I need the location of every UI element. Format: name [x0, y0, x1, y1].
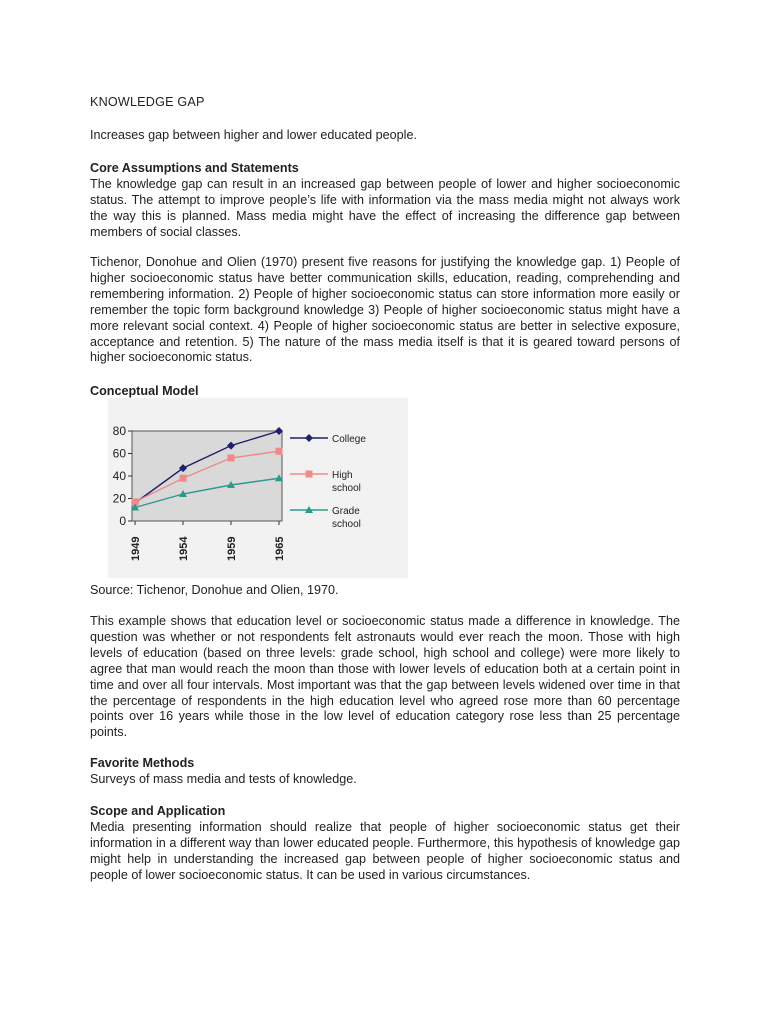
y-tick-label: 40: [112, 469, 126, 483]
data-point: [276, 448, 283, 455]
section-heading-model: Conceptual Model: [90, 384, 199, 398]
legend-label: school: [332, 519, 361, 530]
y-tick-label: 80: [112, 424, 126, 438]
section-heading-methods: Favorite Methods: [90, 756, 195, 770]
page-title: KNOWLEDGE GAP: [90, 95, 205, 109]
section-heading-scope: Scope and Application: [90, 804, 226, 818]
chart-svg: [108, 398, 408, 578]
legend-label: College: [332, 434, 366, 445]
x-tick-label: 1965: [274, 536, 286, 561]
y-tick-label: 0: [119, 514, 126, 528]
paragraph-core-1: The knowledge gap can result in an increased gap between people of lower and higher socioeconomic status. The attempt to improve people’s life with information via the mass media might not always work the way this is planned. Mass media might have the effect of increasing the difference gap between members of social classes.: [90, 177, 680, 239]
paragraph-methods: Surveys of mass media and tests of knowledge.: [90, 772, 357, 786]
data-point: [228, 455, 235, 462]
legend-marker: [306, 471, 313, 478]
x-tick-label: 1949: [130, 536, 142, 561]
knowledge-gap-chart: [108, 398, 408, 578]
figure-caption: Source: Tichenor, Donohue and Olien, 1970.: [90, 583, 339, 597]
paragraph-core-2: Tichenor, Donohue and Olien (1970) present five reasons for justifying the knowledge gap. 1) People of higher socioeconomic status have better communication skills, education, reading, comprehending and remembering information. 2) People of higher socioeconomic status can store information more easily or remember the topic form background knowledge 3) People of higher socioeconomic status might have a more relevant social context. 4) People of higher socioeconomic status are better in selective exposure, acceptance and retention. 5) The nature of the mass media itself is that it is geared toward persons of higher socioeconomic status.: [90, 255, 680, 365]
x-tick-label: 1954: [178, 536, 190, 561]
legend-label: Grade: [332, 506, 360, 517]
section-heading-core: Core Assumptions and Statements: [90, 161, 299, 175]
paragraph-scope: Media presenting information should realize that people of higher socioeconomic status get their information in a different way than lower educated people. Furthermore, this hypothesis of knowledge gap might help in understanding the increased gap between people of higher socioeconomic status and people of lower socioeconomic status. It can be used in various circumstances.: [90, 820, 680, 882]
x-tick-label: 1959: [226, 536, 238, 561]
page-subtitle: Increases gap between higher and lower educated people.: [90, 128, 417, 142]
plot-area: [132, 431, 282, 521]
y-tick-label: 60: [112, 446, 126, 461]
y-tick-label: 20: [112, 491, 126, 506]
legend-label: school: [332, 483, 361, 494]
legend-label: High: [332, 470, 353, 481]
paragraph-model-explanation: This example shows that education level or socioeconomic status made a difference in knowledge. The question was whether or not respondents felt astronauts would ever reach the moon. Those with high levels of education (based on three levels: grade school, high school and college) were more likely to agree that man would reach the moon than those with lower levels of education both at a certain point in time and over all four intervals. Most important was that the gap between levels widened over time in that the percentage of respondents in the high education level who agreed rose more than 60 percentage points over 16 years while those in the low level of education category rose less than 25 percentage points.: [90, 614, 680, 740]
data-point: [180, 475, 187, 482]
